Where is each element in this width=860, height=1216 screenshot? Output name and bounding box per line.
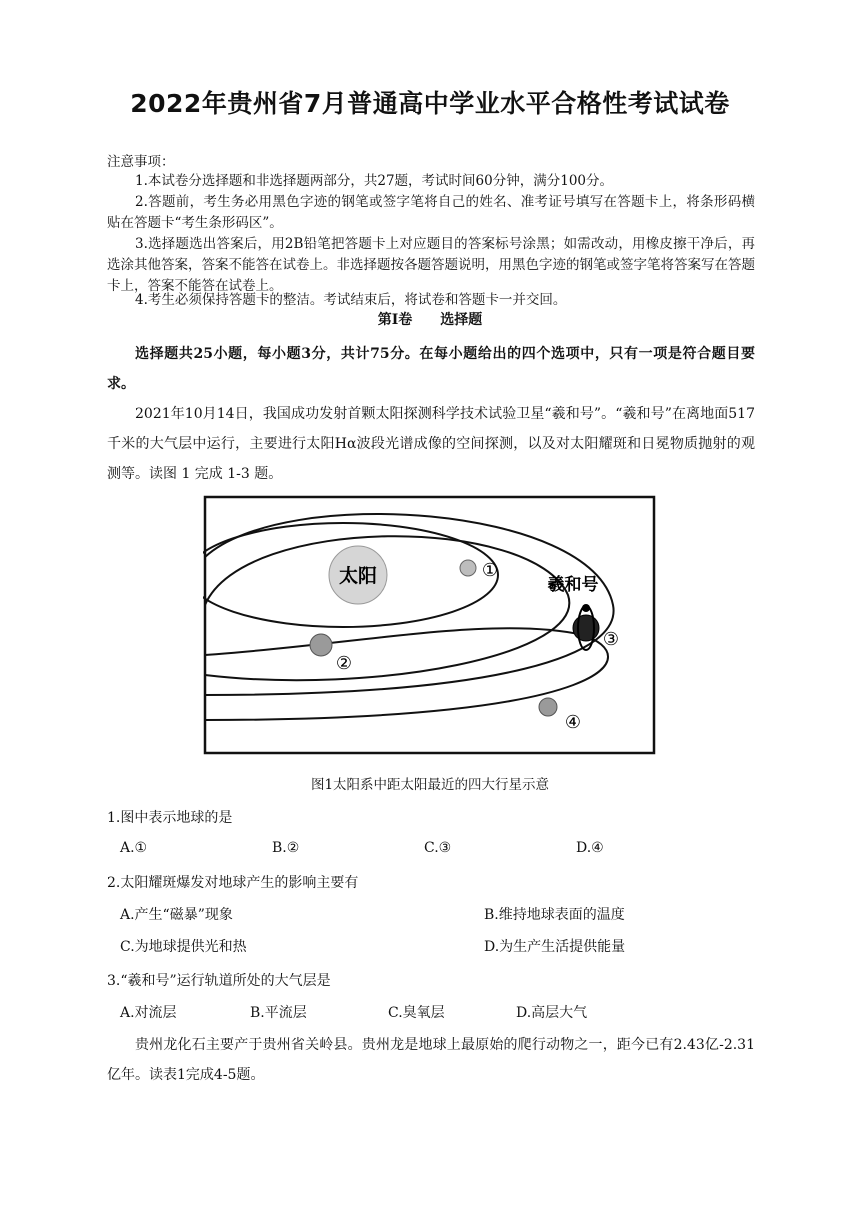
notice-item-3: 3.选择题选出答案后，用2B铅笔把答题卡上对应题目的答案标号涂黑；如需改动，用橡皮擦干净后，再选涂其他答案，答案不能答在试卷上。非选择题按各题答题说明，用黑色字迹的钢笔或签字笔将答案写在答题卡上，答案不能答在试卷上。 bbox=[107, 236, 755, 294]
figure-caption: 图1太阳系中距太阳最近的四大行星示意 bbox=[310, 777, 550, 793]
question-2-option-b[interactable]: B.维持地球表面的温度 bbox=[484, 907, 625, 923]
passage-1: 2021年10月14日，我国成功发射首颗太阳探测科学技术试验卫星“羲和号”。“羲和号”在离地面517千米的大气层中运行，主要进行太阳Hα波段光谱成像的空间探测，以及对太阳耀斑和日冕物质抛射的观测等。读图 1 完成 1-3 题。 bbox=[107, 406, 755, 482]
notice-item-2: 2.答题前，考生务必用黑色字迹的钢笔或签字笔将自己的姓名、准考证号填写在答题卡上，将条形码横贴在答题卡“考生条形码区”。 bbox=[107, 194, 755, 231]
planet-1-label: ① bbox=[481, 560, 499, 581]
question-3-option-a[interactable]: A.对流层 bbox=[120, 1005, 177, 1021]
satellite-icon bbox=[582, 604, 590, 612]
notice-heading: 注意事项： bbox=[107, 154, 175, 170]
question-2-option-c[interactable]: C.为地球提供光和热 bbox=[120, 939, 247, 955]
question-1-stem: 1.图中表示地球的是 bbox=[107, 810, 233, 826]
question-3-option-d[interactable]: D.高层大气 bbox=[516, 1005, 588, 1021]
planet-2-label: ② bbox=[335, 653, 353, 674]
planet-3-label: ③ bbox=[602, 629, 620, 650]
planet-2-icon bbox=[310, 634, 332, 656]
section-heading: 第Ⅰ卷 选择题 bbox=[377, 312, 483, 328]
sun-label: 太阳 bbox=[338, 565, 378, 587]
question-3-option-b[interactable]: B.平流层 bbox=[250, 1005, 307, 1021]
question-1-option-b[interactable]: B.② bbox=[272, 840, 300, 856]
instruction-text: 选择题共25小题，每小题3分，共计75分。在每小题给出的四个选项中，只有一项是符合题目要求。 bbox=[107, 346, 755, 392]
question-2-stem: 2.太阳耀斑爆发对地球产生的影响主要有 bbox=[107, 875, 359, 891]
notice-item-1: 1.本试卷分选择题和非选择题两部分，共27题，考试时间60分钟，满分100分。 bbox=[135, 173, 614, 189]
question-1-option-d[interactable]: D.④ bbox=[576, 840, 604, 856]
passage-2: 贵州龙化石主要产于贵州省关岭县。贵州龙是地球上最原始的爬行动物之一，距今已有2.43亿-2.31亿年。读表1完成4-5题。 bbox=[107, 1037, 755, 1083]
question-3-stem: 3.“羲和号”运行轨道所处的大气层是 bbox=[107, 973, 331, 989]
solar-system-figure bbox=[203, 495, 656, 755]
question-1-option-c[interactable]: C.③ bbox=[424, 840, 452, 856]
notice-item-4: 4.考生必须保持答题卡的整洁。考试结束后，将试卷和答题卡一并交回。 bbox=[135, 292, 567, 308]
planet-4-label: ④ bbox=[564, 712, 582, 733]
planet-1-icon bbox=[460, 560, 476, 576]
question-1-option-a[interactable]: A.① bbox=[120, 840, 148, 856]
question-3-option-c[interactable]: C.臭氧层 bbox=[388, 1005, 445, 1021]
earth-icon bbox=[573, 615, 599, 641]
satellite-label: 羲和号 bbox=[547, 575, 599, 595]
question-2-option-a[interactable]: A.产生“磁暴”现象 bbox=[120, 907, 233, 923]
planet-4-icon bbox=[539, 698, 557, 716]
question-2-option-d[interactable]: D.为生产生活提供能量 bbox=[484, 939, 626, 955]
page-title: 2022年贵州省7月普通高中学业水平合格性考试试卷 bbox=[130, 89, 730, 118]
